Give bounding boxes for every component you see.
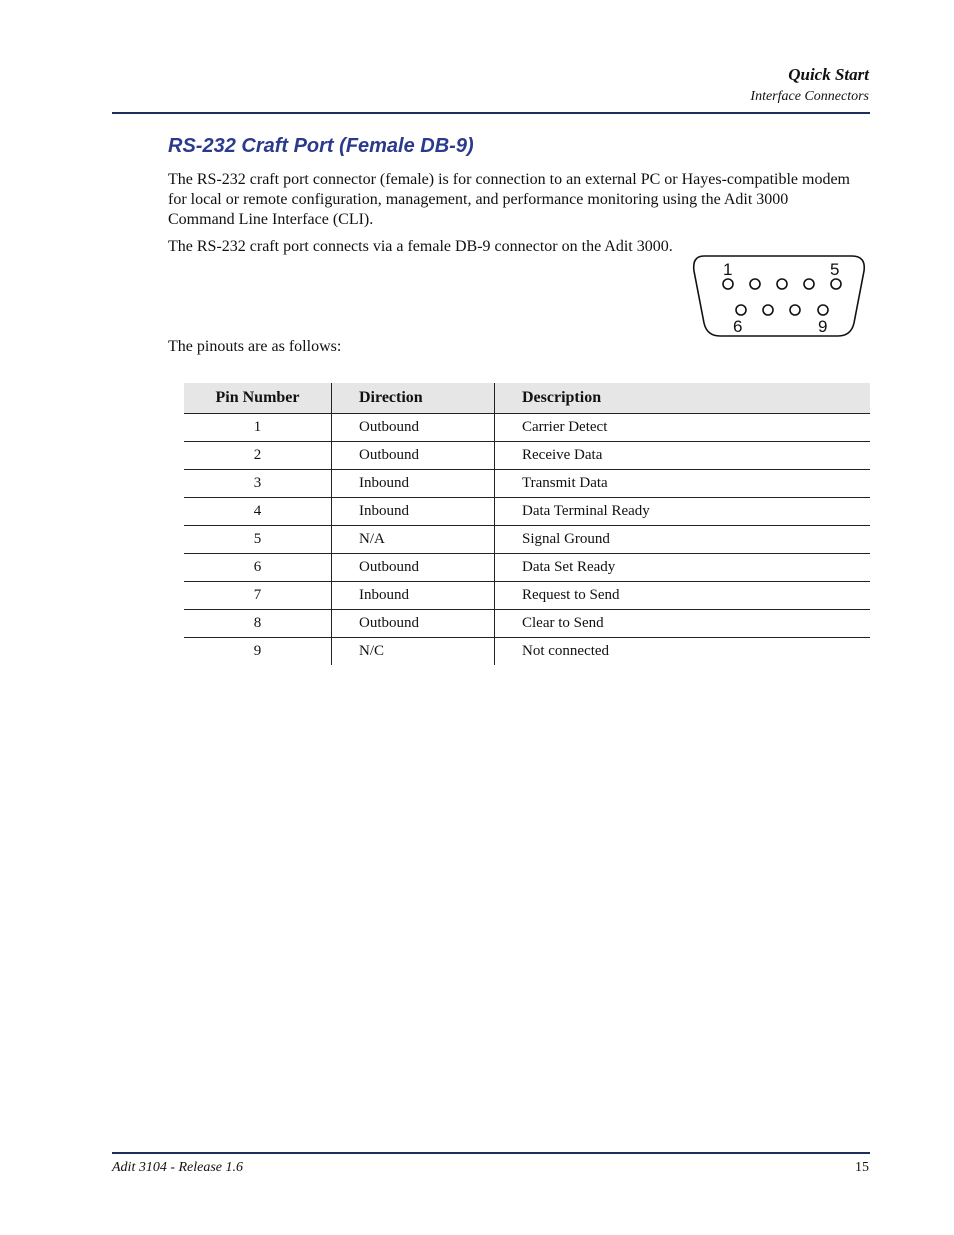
- table-row: [184, 554, 870, 582]
- pinout-table: [184, 383, 870, 665]
- column-header-description: Description: [495, 383, 871, 414]
- pin-hole: [790, 305, 800, 315]
- pin-number-cell: 5: [184, 526, 332, 554]
- direction-cell: N/C: [332, 638, 495, 666]
- table-row: [184, 638, 870, 666]
- direction-cell: Outbound: [332, 414, 495, 442]
- footer-doc-title: Adit 3104 - Release 1.6: [112, 1160, 244, 1175]
- section-title: Quick Start: [788, 65, 869, 84]
- table-row: [184, 526, 870, 554]
- pin-label-5: 5: [830, 260, 840, 279]
- pin-number-cell: 8: [184, 610, 332, 638]
- pinouts-intro: The pinouts are as follows:: [168, 338, 342, 355]
- direction-cell: Inbound: [332, 582, 495, 610]
- footer-rule: [112, 1152, 870, 1154]
- pin-label-6: 6: [733, 317, 743, 336]
- description-cell: Carrier Detect: [495, 414, 871, 442]
- db9-connector-diagram: [690, 253, 868, 339]
- pin-label-1: 1: [723, 260, 733, 279]
- pin-hole: [750, 279, 760, 289]
- description-cell: Signal Ground: [495, 526, 871, 554]
- pin-hole: [723, 279, 733, 289]
- direction-cell: Outbound: [332, 554, 495, 582]
- pin-number-cell: 6: [184, 554, 332, 582]
- direction-cell: Outbound: [332, 610, 495, 638]
- connector-paragraph: The RS-232 craft port connects via a female DB-9 connector on the Adit 3000.: [168, 238, 673, 255]
- pin-hole: [777, 279, 787, 289]
- description-cell: Data Set Ready: [495, 554, 871, 582]
- table-row: [184, 610, 870, 638]
- pin-hole: [804, 279, 814, 289]
- pin-number-cell: 3: [184, 470, 332, 498]
- pin-hole: [818, 305, 828, 315]
- direction-cell: Inbound: [332, 470, 495, 498]
- table-row: [184, 442, 870, 470]
- description-cell: Data Terminal Ready: [495, 498, 871, 526]
- column-header-direction: Direction: [332, 383, 495, 414]
- pin-number-cell: 7: [184, 582, 332, 610]
- column-header-pin: Pin Number: [184, 383, 332, 414]
- pin-hole: [736, 305, 746, 315]
- pin-hole: [763, 305, 773, 315]
- table-row: [184, 498, 870, 526]
- pin-label-9: 9: [818, 317, 828, 336]
- pin-number-cell: 4: [184, 498, 332, 526]
- pin-hole: [831, 279, 841, 289]
- page-heading: RS-232 Craft Port (Female DB-9): [168, 135, 474, 157]
- running-header: [750, 64, 869, 107]
- table-header-row: [184, 383, 870, 414]
- intro-paragraph: The RS-232 craft port connector (female) is for connection to an external PC or Hayes-compatible modem for local or remote configuration, management, and performance monitoring using the Adit 3000 Command Line Interface (CLI).: [168, 171, 850, 228]
- description-cell: Not connected: [522, 643, 610, 659]
- pin-number-cell: 2: [184, 442, 332, 470]
- table-row: [184, 414, 870, 442]
- description-cell: Request to Send: [495, 582, 871, 610]
- pin-number-cell: 9: [184, 638, 332, 666]
- page-number: 15: [855, 1160, 869, 1175]
- direction-cell: Outbound: [332, 442, 495, 470]
- table-row: [184, 470, 870, 498]
- description-cell: Transmit Data: [495, 470, 871, 498]
- pin-number-cell: 1: [184, 414, 332, 442]
- subsection-title: Interface Connectors: [750, 89, 869, 104]
- table-row: [184, 582, 870, 610]
- direction-cell: Inbound: [332, 498, 495, 526]
- header-rule: [112, 112, 870, 114]
- description-cell: Clear to Send: [495, 610, 871, 638]
- direction-cell: N/A: [332, 526, 495, 554]
- description-cell: Receive Data: [495, 442, 871, 470]
